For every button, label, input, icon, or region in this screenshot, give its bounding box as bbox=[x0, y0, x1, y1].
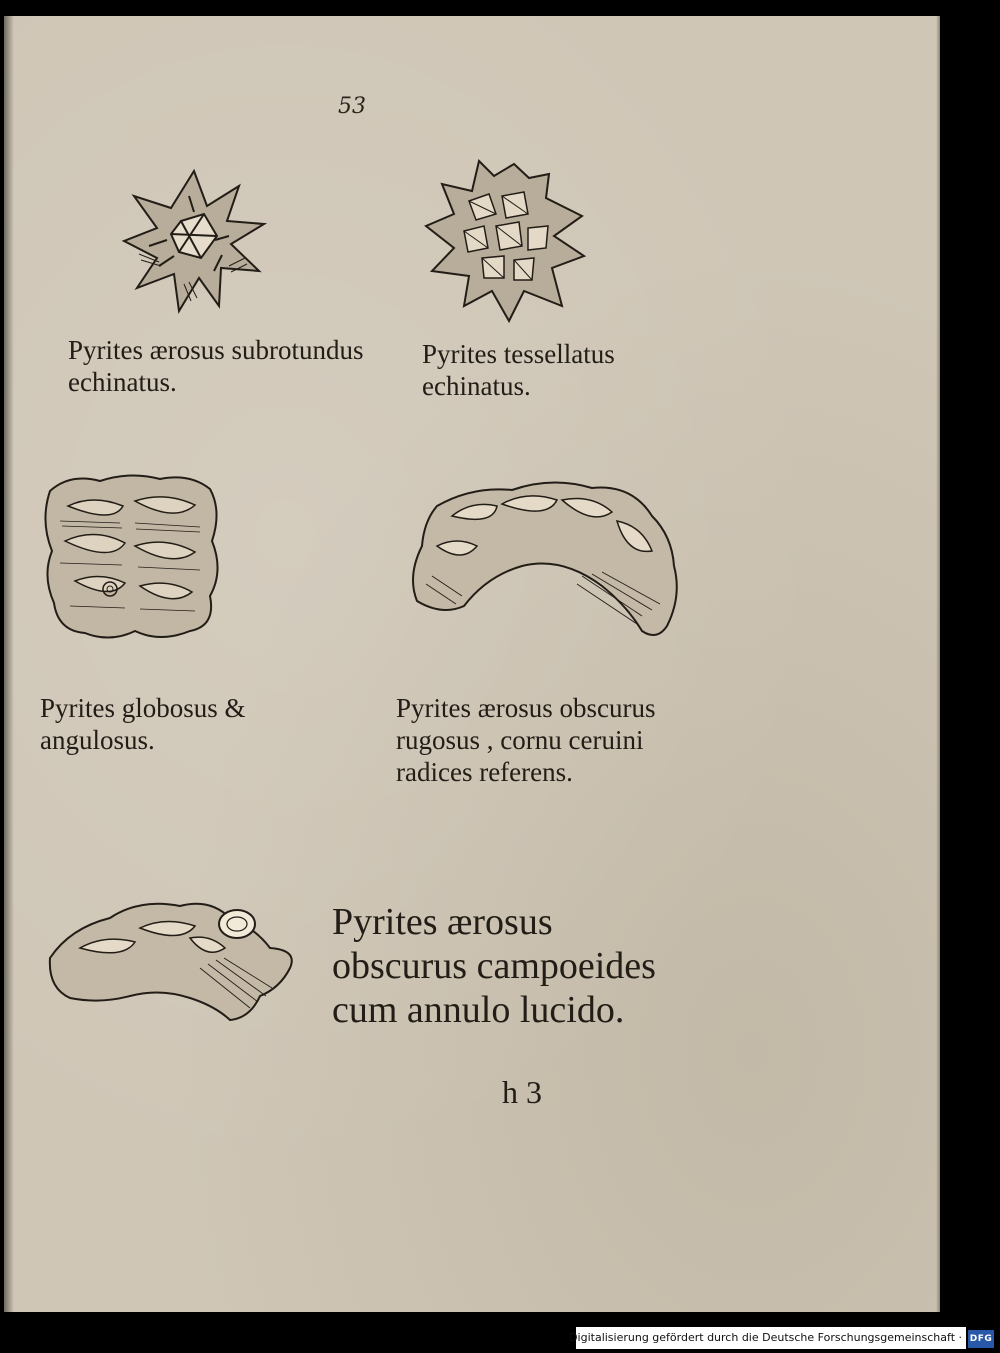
page-number: 53 bbox=[338, 94, 366, 119]
caption-tessellated-pyrite: Pyrites tessellatus echinatus. bbox=[422, 339, 615, 401]
tessellated-pyrite-icon bbox=[424, 156, 589, 326]
horn-pyrite-icon bbox=[402, 476, 687, 646]
caption-horn-pyrite: Pyrites ærosus obscurus rugosus , cornu ceruini radices referens. bbox=[396, 693, 656, 787]
caption-globose-pyrite: Pyrites globosus & angulosus. bbox=[40, 693, 246, 755]
ring-pyrite-icon bbox=[40, 888, 300, 1028]
footer-credit: Digitalisierung gefördert durch die Deutsche Forschungsgemeinschaft · bbox=[569, 1331, 962, 1344]
page-edge bbox=[936, 16, 940, 1312]
caption-spiky-pyrite: Pyrites ærosus subrotundus echinatus. bbox=[68, 335, 364, 397]
footer-bar bbox=[0, 1312, 1000, 1353]
globose-pyrite-icon bbox=[40, 471, 225, 646]
signature-mark: h 3 bbox=[502, 1074, 542, 1110]
spiky-pyrite-icon bbox=[119, 166, 269, 316]
book-page bbox=[4, 16, 940, 1312]
spine-shadow bbox=[4, 16, 14, 1312]
dfg-logo-icon: DFG bbox=[968, 1330, 994, 1348]
caption-ring-pyrite: Pyrites ærosus obscurus campoeides cum annulo lucido. bbox=[332, 901, 656, 1031]
